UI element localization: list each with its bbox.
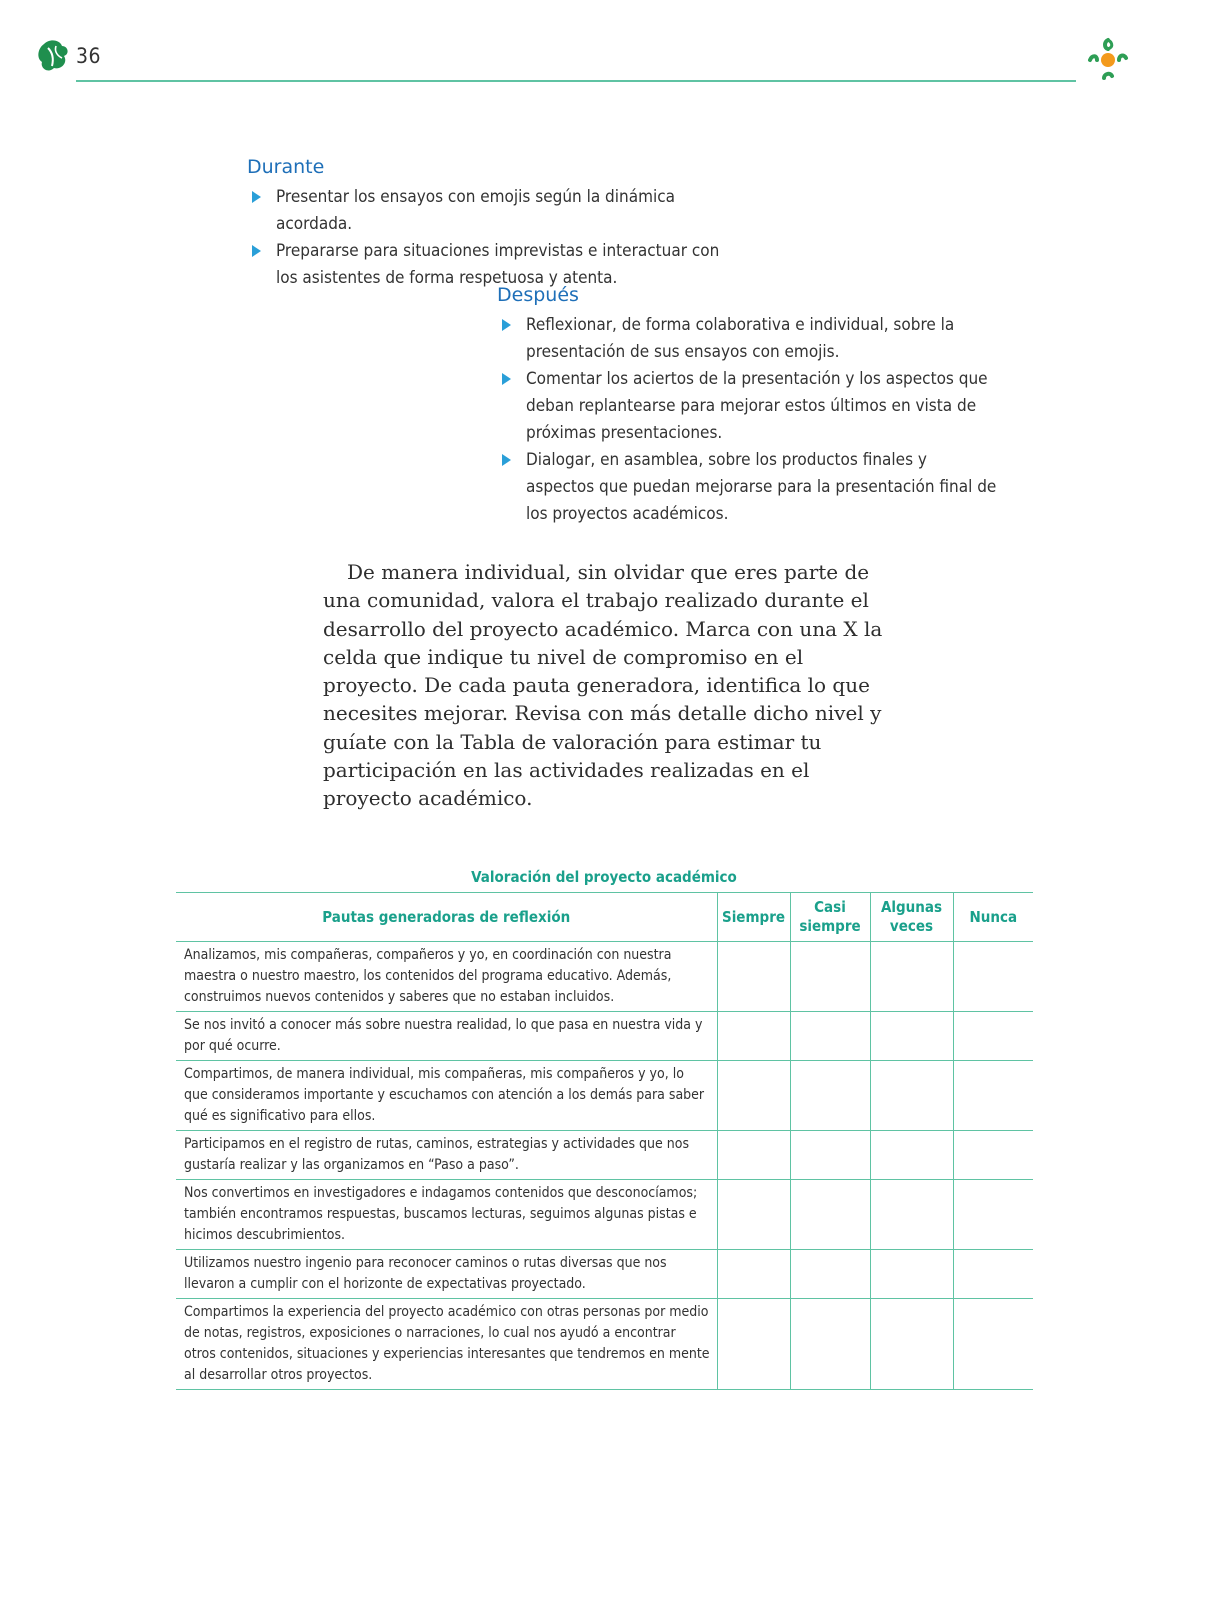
casi-siempre-cell[interactable] — [790, 1012, 870, 1061]
table-title: Valoración del proyecto académico — [471, 868, 737, 886]
table-row — [176, 942, 1033, 1012]
bullet-icon — [252, 245, 261, 257]
nunca-cell[interactable] — [953, 1131, 1033, 1180]
nunca-cell[interactable] — [953, 1012, 1033, 1061]
bullet-icon — [502, 373, 511, 385]
nunca-cell[interactable] — [953, 1299, 1033, 1390]
flower-icon — [1082, 34, 1134, 86]
casi-siempre-cell[interactable] — [790, 942, 870, 1012]
leaf-icon — [36, 38, 70, 74]
pauta-cell: Se nos invitó a conocer más sobre nuestra realidad, lo que pasa en nuestra vida y por qué ocurre. — [184, 1017, 703, 1054]
nunca-cell[interactable] — [953, 1180, 1033, 1250]
casi-siempre-cell[interactable] — [790, 1299, 870, 1390]
header-casi-siempre: Casi siempre — [790, 893, 870, 942]
table-row — [176, 1131, 1033, 1180]
siempre-cell[interactable] — [717, 1061, 790, 1131]
pauta-cell: Participamos en el registro de rutas, caminos, estrategias y actividades que nos gustaría realizar y las organizamos en “Paso a paso”. — [184, 1136, 690, 1173]
pauta-cell: Compartimos la experiencia del proyecto académico con otras personas por medio de notas, registros, exposiciones o narraciones, lo cual nos ayudó a encontrar otros contenidos, situaciones y experiencias interesantes que tendremos en mente al desarrollar otros proyectos. — [184, 1304, 710, 1383]
page-number: 36 — [76, 44, 102, 68]
despues-list — [498, 312, 998, 528]
list-item: Reflexionar, de forma colaborativa e individual, sobre la presentación de sus ensayos con emojis. — [498, 312, 998, 366]
siempre-cell[interactable] — [717, 1250, 790, 1299]
header-pautas: Pautas generadoras de reflexión — [322, 907, 571, 926]
casi-siempre-cell[interactable] — [790, 1250, 870, 1299]
pauta-cell: Analizamos, mis compañeras, compañeros y yo, en coordinación con nuestra maestra o nuestro maestro, los contenidos del programa educativo. Además, construimos nuevos contenidos y saberes que no estaban incluidos. — [184, 947, 672, 1005]
nunca-cell[interactable] — [953, 942, 1033, 1012]
siempre-cell[interactable] — [717, 1299, 790, 1390]
siempre-cell[interactable] — [717, 1180, 790, 1250]
pauta-cell: Utilizamos nuestro ingenio para reconocer caminos o rutas diversas que nos llevaron a cumplir con el horizonte de expectativas proyectado. — [184, 1255, 667, 1292]
bullet-icon — [502, 319, 511, 331]
bullet-icon — [252, 191, 261, 203]
algunas-veces-cell[interactable] — [870, 1180, 953, 1250]
algunas-veces-cell[interactable] — [870, 1131, 953, 1180]
table-header-row — [176, 893, 1033, 942]
pauta-cell: Compartimos, de manera individual, mis compañeras, mis compañeros y yo, lo que consideramos importante y escuchamos con atención a los demás para saber qué es significativo para ellos. — [184, 1066, 705, 1124]
list-item: Presentar los ensayos con emojis según la dinámica acordada. — [248, 184, 728, 238]
casi-siempre-cell[interactable] — [790, 1180, 870, 1250]
header-siempre: Siempre — [717, 893, 790, 942]
header-rule — [76, 80, 1076, 82]
casi-siempre-cell[interactable] — [790, 1061, 870, 1131]
siempre-cell[interactable] — [717, 942, 790, 1012]
nunca-cell[interactable] — [953, 1061, 1033, 1131]
header-algunas-veces: Algunas veces — [870, 893, 953, 942]
table-row — [176, 1012, 1033, 1061]
algunas-veces-cell[interactable] — [870, 1061, 953, 1131]
algunas-veces-cell[interactable] — [870, 1012, 953, 1061]
durante-heading: Durante — [247, 156, 325, 178]
instruction-paragraph: De manera individual, sin olvidar que eres parte de una comunidad, valora el trabajo realizado durante el desarrollo del proyecto académico. Marca con una X la celda que indique tu nivel de compromiso en el proyecto. De cada pauta generadora, identifica lo que necesites mejorar. Revisa con más detalle dicho nivel y guíate con la Tabla de valoración para estimar tu participación en las actividades realizadas en el proyecto académico. — [323, 560, 883, 811]
list-item: Dialogar, en asamblea, sobre los productos finales y aspectos que puedan mejorarse para la presentación final de los proyectos académicos. — [498, 447, 998, 528]
list-item: Comentar los aciertos de la presentación y los aspectos que deban replantearse para mejorar estos últimos en vista de próximas presentaciones. — [498, 366, 998, 447]
siempre-cell[interactable] — [717, 1012, 790, 1061]
table-row — [176, 1180, 1033, 1250]
bullet-icon — [502, 454, 511, 466]
table-row — [176, 1250, 1033, 1299]
pauta-cell: Nos convertimos en investigadores e indagamos contenidos que desconocíamos; también encontramos respuestas, buscamos lecturas, seguimos algunas pistas e hicimos descubrimientos. — [184, 1185, 698, 1243]
algunas-veces-cell[interactable] — [870, 942, 953, 1012]
nunca-cell[interactable] — [953, 1250, 1033, 1299]
header-nunca: Nunca — [953, 893, 1033, 942]
durante-list — [248, 184, 728, 292]
list-item: Prepararse para situaciones imprevistas e interactuar con los asistentes de forma respetuosa y atenta. — [248, 238, 728, 292]
valoracion-table — [176, 892, 1033, 1390]
algunas-veces-cell[interactable] — [870, 1299, 953, 1390]
siempre-cell[interactable] — [717, 1131, 790, 1180]
algunas-veces-cell[interactable] — [870, 1250, 953, 1299]
casi-siempre-cell[interactable] — [790, 1131, 870, 1180]
despues-heading: Después — [497, 284, 579, 306]
table-row — [176, 1061, 1033, 1131]
table-row — [176, 1299, 1033, 1390]
